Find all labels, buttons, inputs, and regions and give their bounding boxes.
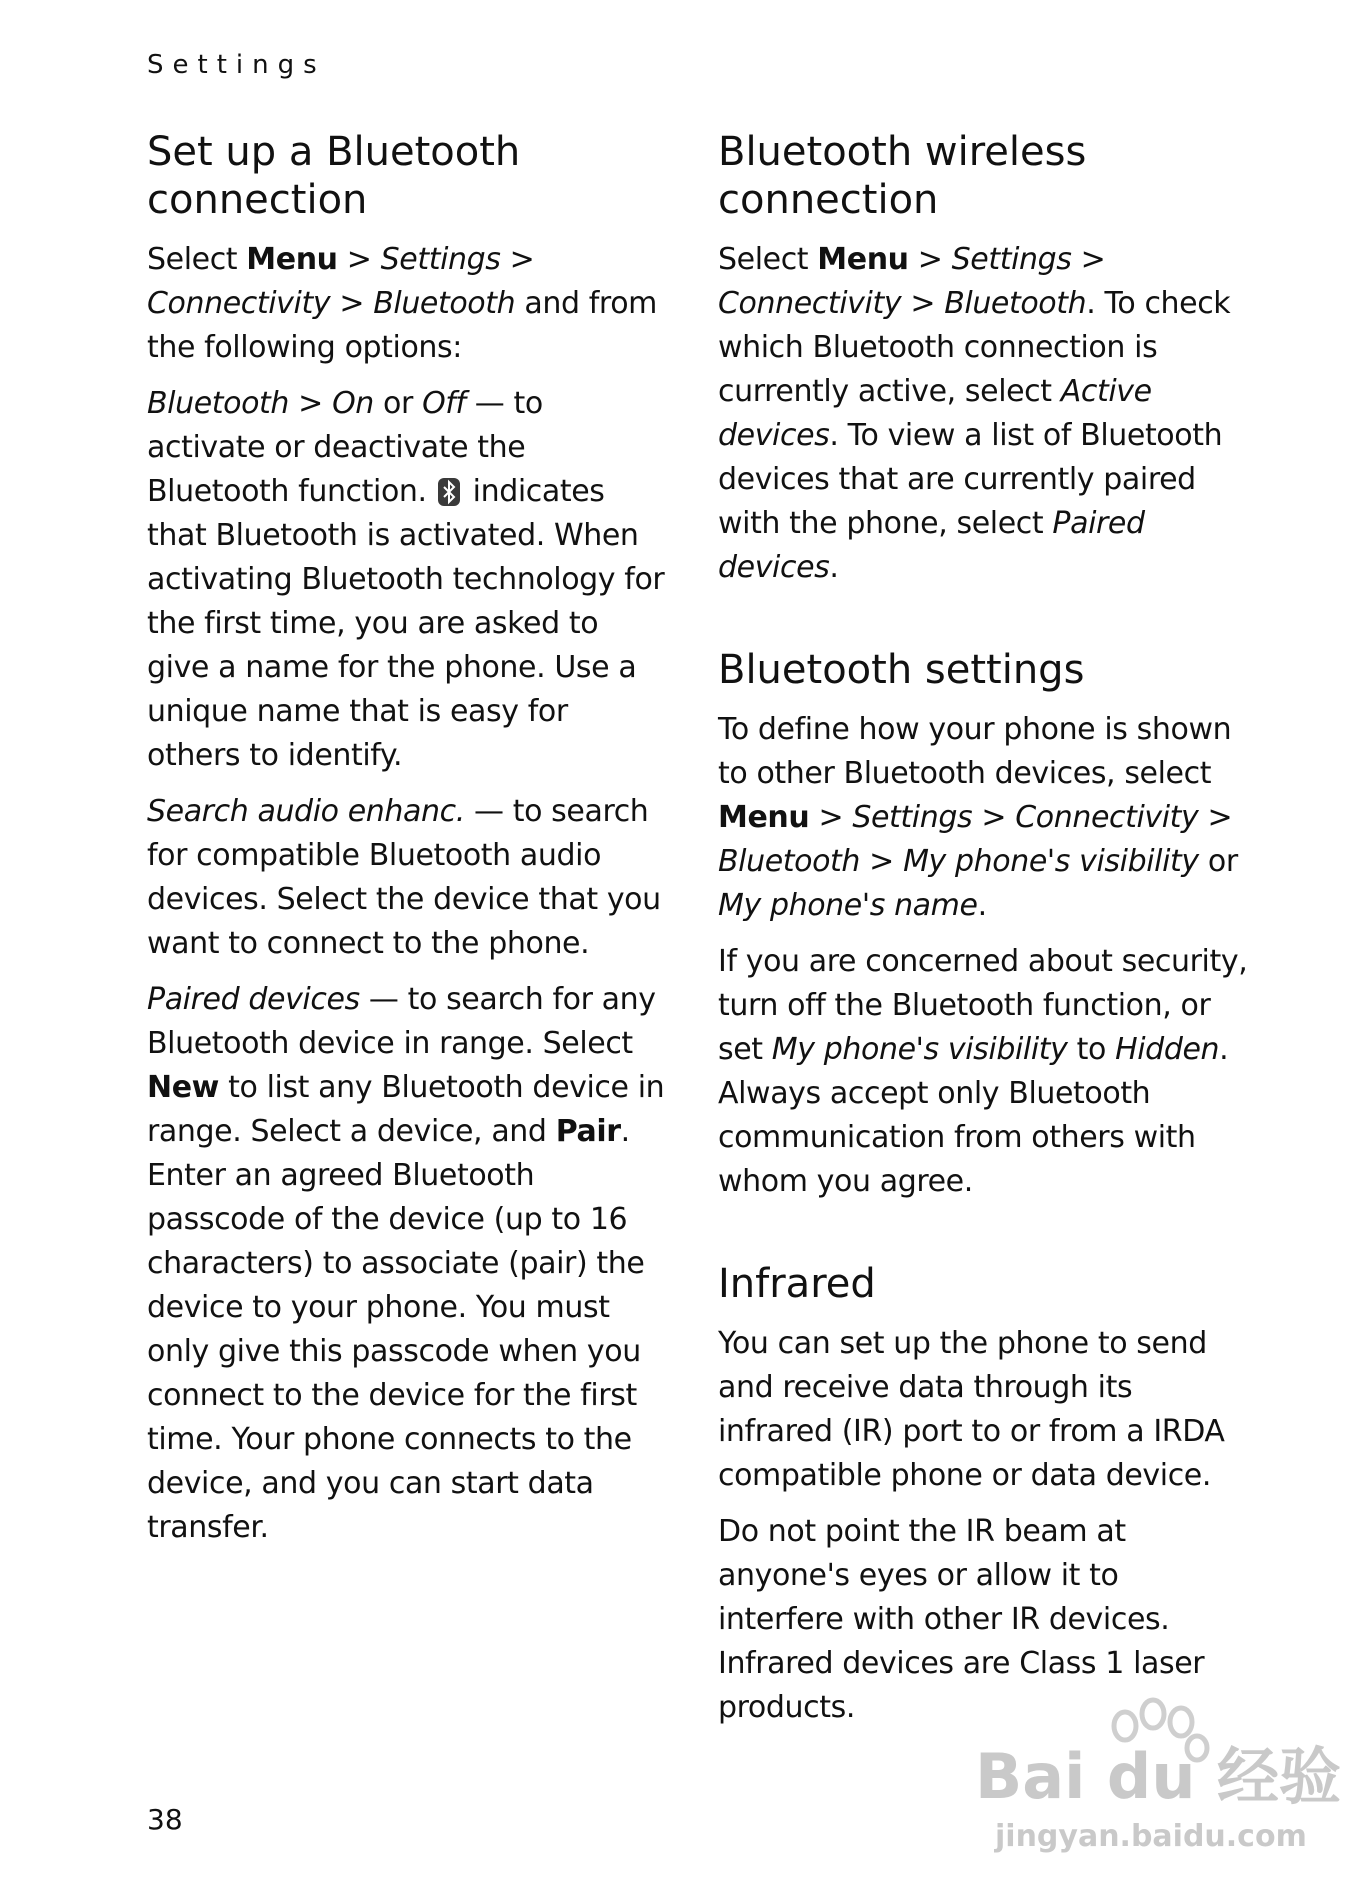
- section-infrared: [718, 1260, 1248, 1730]
- section-title: Bluetooth settings: [718, 647, 1085, 693]
- section-title: Infrared: [718, 1261, 876, 1307]
- right-column: [718, 128, 1248, 1730]
- watermark-url: jingyan.baidu.com: [995, 1819, 1307, 1854]
- running-head: Settings: [147, 50, 326, 80]
- settings-paragraph-2: If you are concerned about security, turn off the Bluetooth function, or set My phone's visibility to Hidden. Always accept only Bluetooth communication from others with whom you agree.: [718, 944, 1248, 1199]
- new-term: New: [147, 1070, 219, 1105]
- option-term: Paired devices: [147, 982, 360, 1017]
- section-bluetooth-wireless: [718, 128, 1248, 590]
- watermark-logo: Bai du 经验: [975, 1740, 1342, 1813]
- wireless-paragraph: Select Menu > Settings > Connectivity > Bluetooth. To check which Bluetooth connection is currently active, select Active devices. To view a list of Bluetooth devices that are currently paired with the phone, select Paired devices.: [718, 242, 1231, 585]
- intro-paragraph: Select Menu > Settings > Connectivity > Bluetooth and from the following options:: [147, 242, 657, 365]
- left-column: [147, 128, 667, 1550]
- baidu-watermark: [975, 1688, 1342, 1858]
- section-setup-bluetooth: [147, 128, 667, 1550]
- section-bluetooth-settings: [718, 646, 1248, 1204]
- infrared-paragraph-2: Do not point the IR beam at anyone's eyes or allow it to interfere with other IR devices. Infrared devices are Class 1 laser products.: [718, 1514, 1205, 1725]
- bluetooth-term: Bluetooth: [373, 286, 516, 321]
- connectivity-term: Connectivity: [147, 286, 331, 321]
- page-number: 38: [147, 1803, 183, 1836]
- option-bluetooth: Bluetooth > On or Off — to activate or deactivate the Bluetooth function. indicates that Bluetooth is activated. When activating Bluetooth technology for the first time, you are asked to give a name for the phone. Use a unique name that is easy for others to identify.: [147, 386, 665, 773]
- bluetooth-icon: [437, 477, 461, 507]
- infrared-paragraph-1: You can set up the phone to send and receive data through its infrared (IR) port to or from a IRDA compatible phone or data device.: [718, 1326, 1225, 1493]
- pair-term: Pair: [555, 1114, 621, 1149]
- menu-term: Menu: [246, 242, 338, 277]
- option-search-audio: Search audio enhanc. — to search for compatible Bluetooth audio devices. Select the device that you want to connect to the phone.: [147, 794, 661, 961]
- option-term: Search audio enhanc.: [147, 794, 465, 829]
- option-paired-devices: Paired devices — to search for any Bluetooth device in range. Select New to list any Bluetooth device in range. Select a device, and Pair. Enter an agreed Bluetooth passcode of the device (up to 16 characters) to associate (pair) the device to your phone. You must only give this passcode when you connect to the device for the first time. Your phone connects to the device, and you can start data transfer.: [147, 982, 665, 1545]
- settings-paragraph-1: To define how your phone is shown to other Bluetooth devices, select Menu > Settings > Connectivity > Bluetooth > My phone's visibility or My phone's name.: [718, 712, 1238, 923]
- section-title: Bluetooth wireless connection: [718, 129, 1087, 223]
- settings-term: Settings: [380, 242, 501, 277]
- section-title: Set up a Bluetooth connection: [147, 129, 521, 223]
- option-term: Bluetooth: [147, 386, 290, 421]
